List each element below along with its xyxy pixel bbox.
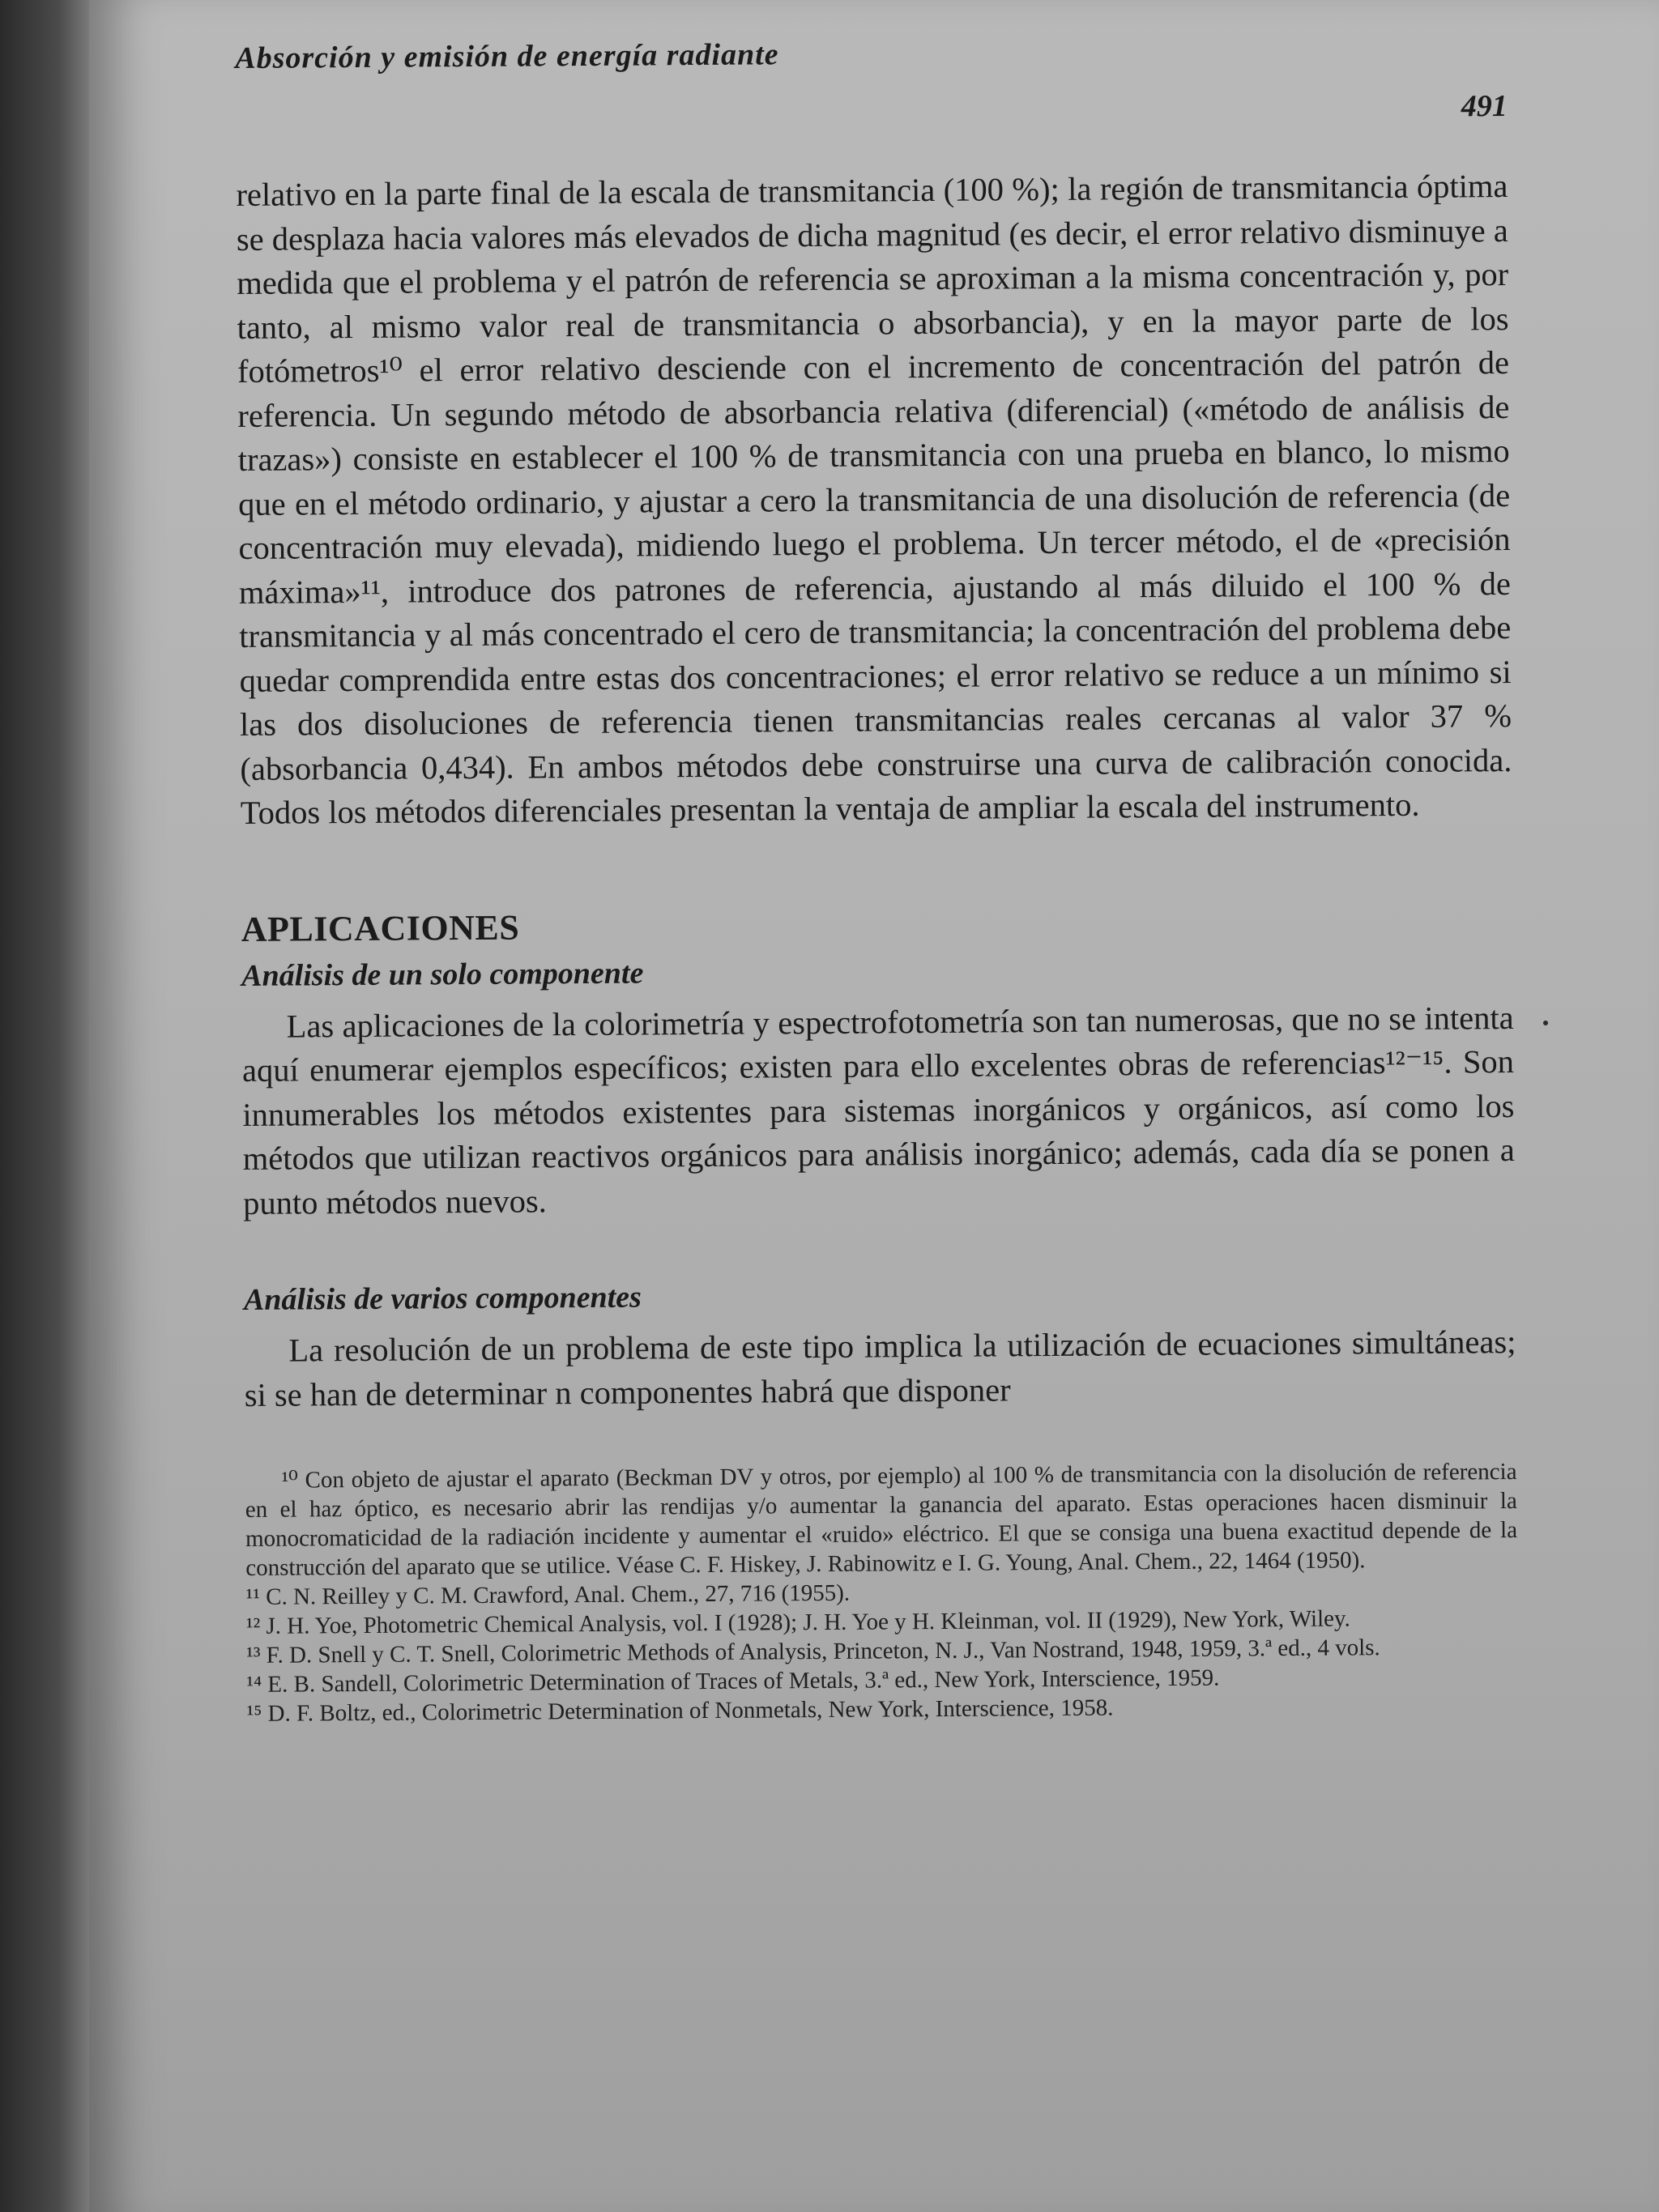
paragraph-single-component: Las aplicaciones de la colorimetría y espectrofotometría son tan numerosas, que no se intenta aquí enumerar ejemplos específicos; existen para ello excelentes obras de referencias¹²⁻¹⁵. Son innumerables los métodos existentes para sistemas inorgánicos y orgánicos, así como los métodos que utilizan reactivos orgánicos para análisis inorgánico; además, cada día se ponen a punto métodos nuevos. [241,999,1515,1221]
footnote-14: ¹⁴ E. B. Sandell, Colorimetric Determination of Traces of Metals, 3.ª ed., New York, Interscience, 1959. [246,1664,1220,1698]
footnote-13: ¹³ F. D. Snell y C. T. Snell, Colorimetric Methods of Analysis, Princeton, N. J., Van Nostrand, 1948, 1959, 3.ª ed., 4 vols. [245,1634,1380,1669]
footnote-12: ¹² J. H. Yoe, Photometric Chemical Analysis, vol. I (1928); J. H. Yoe y H. Kleinman, vol. II (1929), New York, Wiley. [245,1605,1350,1639]
footnote-11: ¹¹ C. N. Reilley y C. M. Crawford, Anal. Chem., 27, 716 (1955). [245,1579,851,1610]
book-page [89,0,1659,2212]
paragraph-multi-component: La resolución de un problema de este tipo implica la utilización de ecuaciones simultáneas; si se han de determinar n componentes habrá que disponer [244,1323,1516,1413]
dust-speck [1543,1021,1548,1025]
footnote-15: ¹⁵ D. F. Boltz, ed., Colorimetric Determination of Nonmetals, New York, Interscience, 1958. [246,1694,1114,1727]
footnotes [245,1457,1518,1728]
subsection-heading-multi-component: Análisis de varios componentes [243,1280,642,1317]
page-content [235,15,1519,1728]
section-heading: APLICACIONES [241,907,520,949]
continued-paragraph: relativo en la parte final de la escala de transmitancia (100 %); la región de transmitancia óptima se desplaza hacia valores más elevados de dicha magnitud (es decir, el error relativo disminuye a medida que el problema y el patrón de referencia se aproximan a la misma concentración y, por tanto, al mismo valor real de transmitancia o absorbancia), y en la mayor parte de los fotómetros¹⁰ el error relativo desciende con el incremento de concentración del patrón de referencia. Un segundo método de absorbancia relativa (diferencial) («método de análisis de trazas») consiste en establecer el 100 % de transmitancia con una prueba en blanco, lo mismo que en el método ordinario, y ajustar a cero la transmitancia de una disolución de referencia (de concentración muy elevada), midiendo luego el problema. Un tercer método, el de «precisión máxima»¹¹, introduce dos patrones de referencia, ajustando al más diluido el 100 % de transmitancia y al más concentrado el cero de transmitancia; la concentración del problema debe quedar comprendida entre estas dos concentraciones; el error relativo se reduce a un mínimo si las dos disoluciones de referencia tienen transmitancias reales cercanas al valor 37 % (absorbancia 0,434). En ambos métodos debe construirse una curva de calibración conocida. Todos los métodos diferenciales presentan la ventaja de ampliar la escala del instrumento. [236,168,1512,831]
footnote-10: ¹⁰ Con objeto de ajustar el aparato (Beckman DV y otros, por ejemplo) al 100 % de transmitancia con la disolución de referencia en el haz óptico, es necesario abrir las rendijas y/o aumentar la ganancia del aparato. Estas operaciones hacen disminuir la monocromaticidad de la radiación incidente y aumentar el «ruido» eléctrico. El que se consiga una buena exactitud depende de la construcción del aparato que se utilice. Véase C. F. Hiskey, J. Rabinowitz e I. G. Young, Anal. Chem., 22, 1464 (1950). [245,1458,1518,1581]
subsection-heading-single-component: Análisis de un solo componente [241,956,644,993]
page-number: 491 [1461,89,1508,124]
running-head: Absorción y emisión de energía radiante [235,37,779,75]
